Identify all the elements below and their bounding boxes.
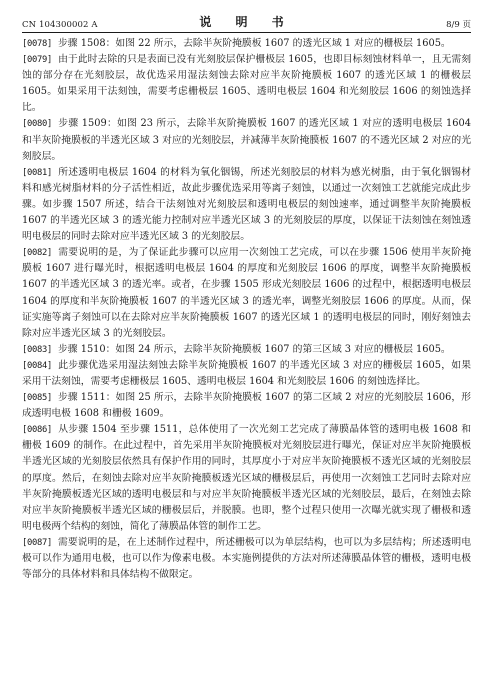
paragraph-0079 [22, 52, 471, 116]
paragraph-text: 步骤 1508：如图 22 所示，去除半灰阶掩膜板 1607 的透光区域 1 对应的栅极层 1605。 [58, 38, 451, 49]
paragraph-number: [0078] [22, 39, 52, 49]
paragraph-text: 步骤 1511：如图 25 所示，去除半灰阶掩膜板 1607 的第二区域 2 对应的光刻胶层 1606，形成透明电极 1608 和栅极 1609。 [22, 392, 471, 420]
paragraph-text: 步骤 1509：如图 23 所示，去除半灰阶掩膜板 1607 的透光区域 1 对应的透明电极层 1604 和半灰阶掩膜板的半透光区域 3 对应的光刻胶层，并减薄半灰阶掩膜板 1607 的不透光区域 2 对应的光刻胶层。 [22, 118, 471, 162]
paragraph-0082 [22, 245, 471, 342]
paragraph-0083 [22, 342, 471, 358]
patent-number: CN 104300002 A [22, 20, 98, 30]
page-indicator: 8/9 页 [446, 20, 471, 30]
paragraph-0085 [22, 390, 471, 422]
paragraph-number: [0080] [22, 119, 52, 130]
paragraph-text: 从步骤 1504 至步骤 1511，总体使用了一次光刻工艺完成了薄膜晶体管的透明电极 1608 和栅极 1609 的制作。在此过程中，首先采用半灰阶掩膜板对光刻胶层进行曝光，保证对应半灰阶掩膜板半透光区域的光刻胶层依然具有保护作用的同时，其厚度小于对应半灰阶掩膜板不透光区域的光刻胶层的厚度。然后，在刻蚀去除对应半灰阶掩膜板透光区域的栅极层后，再使用一次刻蚀工艺同时去除对应半灰阶掩膜板透光区域的透明电极层和与对应半灰阶掩膜板半透光区域的光刻胶层，最后，在刻蚀去除对应半灰阶掩膜板半透光区域的栅极层后，并脱膜。也即，整个过程只使用一次曝光就实现了栅极和透明电极两个结构的刻蚀，简化了薄膜晶体管的制作工艺。 [22, 424, 471, 532]
paragraph-number: [0085] [22, 393, 52, 404]
paragraph-number: [0083] [22, 344, 52, 355]
document-body [22, 36, 471, 583]
paragraph-text: 需要说明的是，在上述制作过程中，所述栅极可以为单层结构，也可以为多层结构；所述透明电极可以作为通用电极，也可以作为像素电极。本实施例提供的方法对所述薄膜晶体管的栅极，透明电极等部分的具体材料和具体结构不做限定。 [22, 536, 471, 581]
paragraph-number: [0087] [22, 537, 52, 548]
paragraph-text: 由于此时去除的只是表面已没有光刻胶层保护栅极层 1605，也即目标刻蚀材料单一，且无需刻蚀的部分存在光刻胶层，故优选采用湿法刻蚀去除对应半灰阶掩膜板 1607 的透光区域 1 的栅极层 1605。如果采用干法刻蚀，需要考虑栅极层 1605、透明电极层 1604 和光刻胶层 1606 的刻蚀选择比。 [22, 54, 471, 114]
paragraph-text: 需要说明的是，为了保证此步骤可以应用一次刻蚀工艺完成，可以在步骤 1506 使用半灰阶掩膜板 1607 进行曝光时，根据透明电极层 1604 的厚度和光刻胶层 1606 的厚度，调整半灰阶掩膜板 1607 的半透光区域 3 的透光率。或者，在步骤 1505 形成光刻胶层 1606 的过程中，根据透明电极层 1604 的厚度和半灰阶掩膜板 1607 的半透光区域 3 的透光率，调整光刻胶层 1606 的厚度。从而，保证实施等离子刻蚀可以在去除对应半灰阶掩膜板 1607 的透光区域 1 的透明电极层的同时，刚好刻蚀去除对应半透光区域 3 的光刻胶层。 [22, 247, 471, 339]
paragraph-0084 [22, 358, 471, 390]
paragraph-0087 [22, 535, 471, 583]
page-header [22, 12, 471, 33]
paragraph-0078 [22, 36, 471, 52]
paragraph-number: [0086] [22, 425, 52, 436]
paragraph-number: [0081] [22, 167, 52, 178]
paragraph-text: 所述透明电极层 1604 的材料为氧化铟锡，所述光刻胶层的材料为感光树脂，由于氧化铟锡材料和感光树脂材料的分子活性相近，故此步骤优选采用等离子刻蚀，以通过一次刻蚀工艺就能完成此步骤。如步骤 1507 所述，结合干法刻蚀对光刻胶层和透明电极层的刻蚀速率，通过调整半灰阶掩膜板 1607 的半透光区域 3 的透光能力控制对应半透光区域 3 的光刻胶层的厚度，以保证干法刻蚀在刻蚀透明电极层的同时去除对应半透光区域 3 的光刻胶层。 [22, 166, 471, 243]
paragraph-text: 此步骤优选采用湿法刻蚀去除半灰阶掩膜板 1607 的半透光区域 3 对应的栅极层 1605，如果采用干法刻蚀，需要考虑栅极层 1605、透明电极层 1604 和光刻胶层 1606 的刻蚀选择比。 [22, 359, 471, 387]
paragraph-0086 [22, 422, 471, 535]
section-title: 说 明 书 [199, 15, 294, 29]
paragraph-0080 [22, 116, 471, 164]
paragraph-text: 步骤 1510：如图 24 所示，去除半灰阶掩膜板 1607 的第三区域 3 对应的栅极层 1605。 [58, 343, 451, 355]
paragraph-0081 [22, 165, 471, 245]
paragraph-number: [0084] [22, 360, 52, 371]
paragraph-number: [0082] [22, 248, 52, 259]
paragraph-number: [0079] [22, 55, 52, 66]
